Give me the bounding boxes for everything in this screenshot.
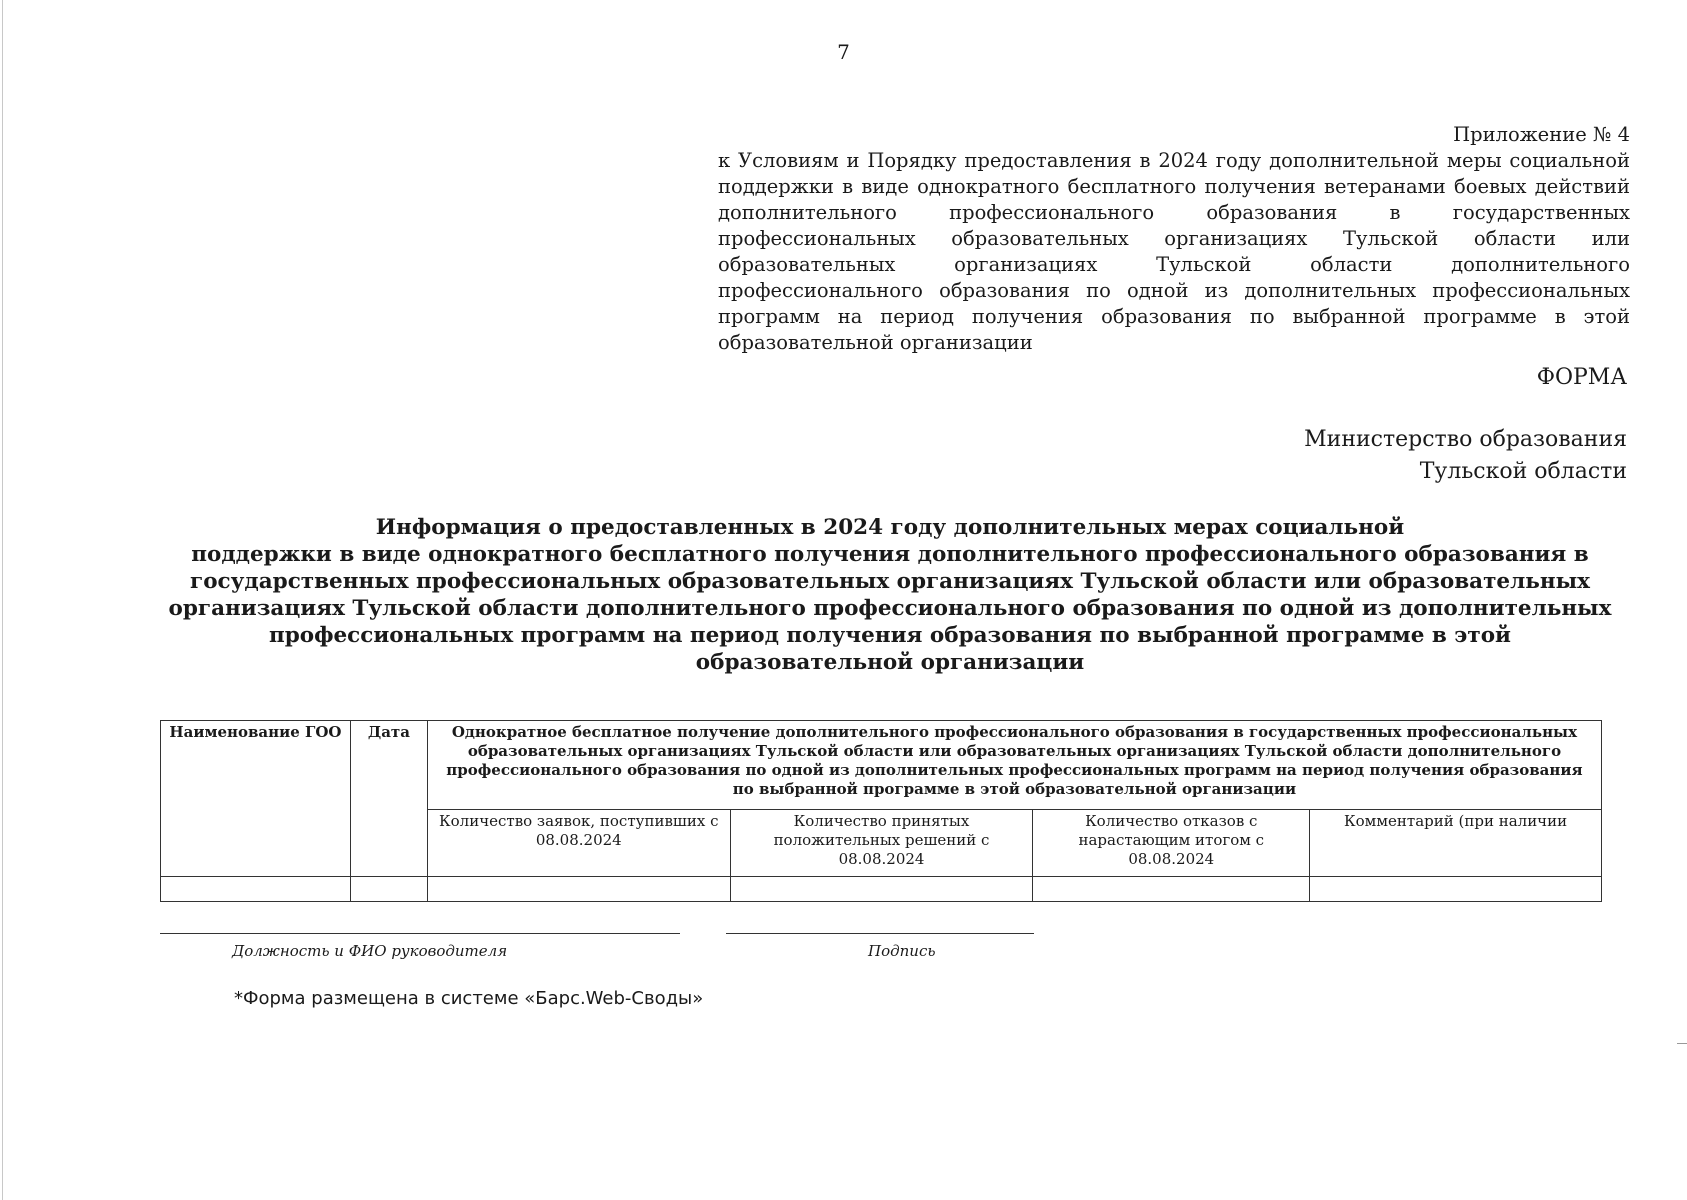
table-cell[interactable]: [730, 877, 1033, 902]
table-cell[interactable]: [427, 877, 730, 902]
page-edge-line: [2, 0, 3, 1200]
title-line: профессиональных программ на период получения образования по выбранной программе в этой: [268, 623, 1512, 648]
ministry-block: [1304, 424, 1627, 488]
table-header-row: [161, 721, 1602, 810]
header-date: Дата: [350, 721, 427, 877]
ministry-line-1: Министерство образования: [1304, 427, 1627, 452]
table-row: [161, 877, 1602, 902]
subheader-comment: Комментарий (при наличии: [1310, 810, 1602, 877]
header-group: Однократное бесплатное получение дополнительного профессионального образования в государственных профессиональных образовательных организациях Тульской области или образовательных организациях Тульской области дополнительного профессионального образования по одной из дополнительных профессиональных программ на период получения образования по выбранной программе в этой образовательной организации: [427, 721, 1601, 810]
subheader-applications: Количество заявок, поступивших с 08.08.2024: [427, 810, 730, 877]
table-cell[interactable]: [1310, 877, 1602, 902]
edge-tick: [1677, 1043, 1687, 1044]
table-cell[interactable]: [350, 877, 427, 902]
header-goo: Наименование ГОО: [161, 721, 351, 877]
title-line: поддержки в виде однократного бесплатного получения дополнительного профессионального образования в: [191, 542, 1589, 567]
table-cell[interactable]: [1033, 877, 1310, 902]
footnote: *Форма размещена в системе «Барс.Web-Своды»: [234, 988, 704, 1009]
title-line: Информация о предоставленных в 2024 году дополнительных мерах социальной: [375, 515, 1405, 540]
table-cell[interactable]: [161, 877, 351, 902]
position-signature-line: [160, 933, 680, 934]
title-line: государственных профессиональных образовательных организациях Тульской области или образовательных: [190, 569, 1590, 594]
document-title: [160, 514, 1620, 676]
form-label: ФОРМА: [1536, 365, 1627, 390]
title-line: организациях Тульской области дополнительного профессионального образования по одной из дополнительных: [168, 596, 1612, 621]
annex-block: [718, 122, 1630, 356]
subheader-positive-decisions: Количество принятых положительных решений с 08.08.2024: [730, 810, 1033, 877]
ministry-line-2: Тульской области: [1419, 459, 1627, 484]
position-caption: Должность и ФИО руководителя: [232, 942, 508, 960]
signature-caption: Подпись: [868, 942, 936, 960]
annex-title: Приложение № 4: [1453, 123, 1630, 146]
signature-line: [726, 933, 1034, 934]
annex-text: к Условиям и Порядку предоставления в 2024 году дополнительной меры социальной поддержки в виде однократного бесплатного получения ветеранами боевых действий дополнительного профессионального образования в государственных профессиональных образовательных организациях Тульской области или образовательных организациях Тульской области дополнительного профессионального образования по одной из дополнительных профессиональных программ на период получения образования по выбранной программе в этой образовательной организации: [718, 149, 1630, 354]
page-number: 7: [837, 40, 850, 64]
title-line: образовательной организации: [695, 650, 1085, 675]
subheader-refusals: Количество отказов с нарастающим итогом с 08.08.2024: [1033, 810, 1310, 877]
report-table: [160, 720, 1602, 902]
